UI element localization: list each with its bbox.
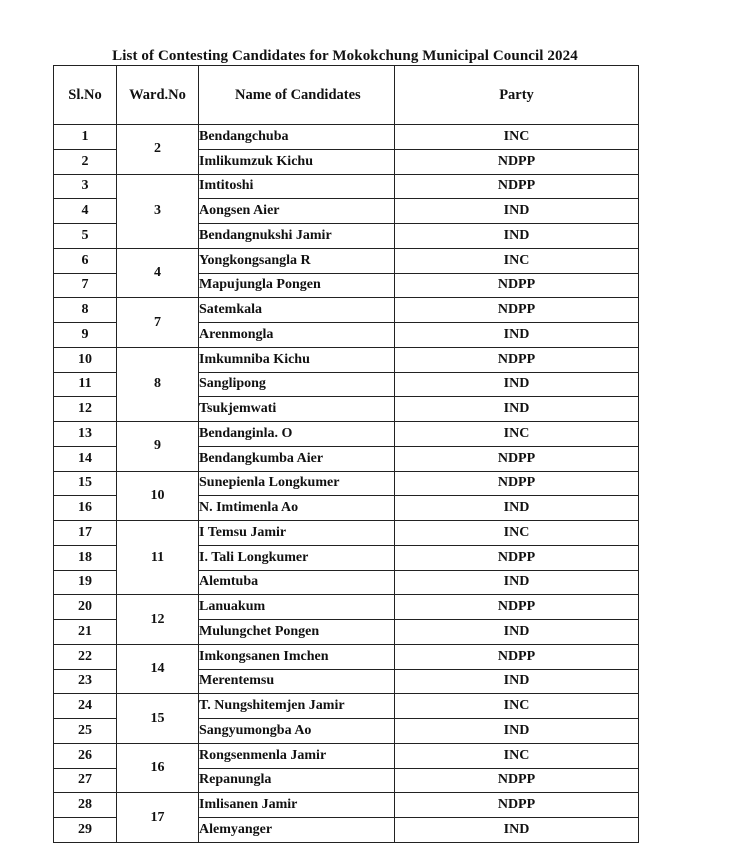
- table-body: [54, 125, 639, 843]
- party-cell: IND: [395, 397, 639, 422]
- serial-number-cell: 4: [54, 199, 117, 224]
- party-cell: IND: [395, 199, 639, 224]
- party-cell: NDPP: [395, 298, 639, 323]
- party-cell: INC: [395, 422, 639, 447]
- party-cell: IND: [395, 818, 639, 843]
- party-cell: IND: [395, 669, 639, 694]
- candidate-name-cell: Tsukjemwati: [199, 397, 395, 422]
- column-header-party: Party: [395, 66, 639, 125]
- table-row: [54, 471, 639, 496]
- table-row: [54, 347, 639, 372]
- party-cell: NDPP: [395, 768, 639, 793]
- party-cell: INC: [395, 743, 639, 768]
- candidate-name-cell: Imkongsanen Imchen: [199, 644, 395, 669]
- serial-number-cell: 3: [54, 174, 117, 199]
- serial-number-cell: 6: [54, 248, 117, 273]
- table-row: [54, 248, 639, 273]
- candidate-name-cell: Merentemsu: [199, 669, 395, 694]
- ward-number-cell: 16: [117, 743, 199, 793]
- table-row: [54, 644, 639, 669]
- party-cell: IND: [395, 570, 639, 595]
- ward-number-cell: 3: [117, 174, 199, 248]
- serial-number-cell: 13: [54, 422, 117, 447]
- ward-number-cell: 4: [117, 248, 199, 298]
- ward-number-cell: 10: [117, 471, 199, 521]
- candidate-name-cell: Alemtuba: [199, 570, 395, 595]
- candidate-name-cell: Arenmongla: [199, 323, 395, 348]
- party-cell: NDPP: [395, 545, 639, 570]
- candidate-name-cell: Imlisanen Jamir: [199, 793, 395, 818]
- candidate-name-cell: Sanglipong: [199, 372, 395, 397]
- party-cell: INC: [395, 521, 639, 546]
- serial-number-cell: 22: [54, 644, 117, 669]
- column-header-name: Name of Candidates: [199, 66, 395, 125]
- column-header-ward-no: Ward.No: [117, 66, 199, 125]
- serial-number-cell: 16: [54, 496, 117, 521]
- table-row: [54, 521, 639, 546]
- candidate-name-cell: T. Nungshitemjen Jamir: [199, 694, 395, 719]
- candidate-name-cell: Sunepienla Longkumer: [199, 471, 395, 496]
- table-header-row: [54, 66, 639, 125]
- table-row: [54, 743, 639, 768]
- serial-number-cell: 1: [54, 125, 117, 150]
- candidate-name-cell: Imkumniba Kichu: [199, 347, 395, 372]
- candidate-name-cell: Bendangchuba: [199, 125, 395, 150]
- table-row: [54, 422, 639, 447]
- serial-number-cell: 9: [54, 323, 117, 348]
- serial-number-cell: 28: [54, 793, 117, 818]
- serial-number-cell: 26: [54, 743, 117, 768]
- table-row: [54, 694, 639, 719]
- serial-number-cell: 27: [54, 768, 117, 793]
- candidate-name-cell: Mapujungla Pongen: [199, 273, 395, 298]
- candidates-table: [53, 65, 639, 843]
- candidate-name-cell: Bendangnukshi Jamir: [199, 224, 395, 249]
- candidate-name-cell: Repanungla: [199, 768, 395, 793]
- party-cell: IND: [395, 719, 639, 744]
- candidate-name-cell: Rongsenmenla Jamir: [199, 743, 395, 768]
- party-cell: NDPP: [395, 446, 639, 471]
- serial-number-cell: 15: [54, 471, 117, 496]
- serial-number-cell: 12: [54, 397, 117, 422]
- party-cell: IND: [395, 372, 639, 397]
- candidate-name-cell: Bendangkumba Aier: [199, 446, 395, 471]
- party-cell: INC: [395, 694, 639, 719]
- ward-number-cell: 15: [117, 694, 199, 744]
- column-header-sl-no: Sl.No: [54, 66, 117, 125]
- candidate-name-cell: Alemyanger: [199, 818, 395, 843]
- serial-number-cell: 7: [54, 273, 117, 298]
- ward-number-cell: 8: [117, 347, 199, 421]
- serial-number-cell: 29: [54, 818, 117, 843]
- party-cell: NDPP: [395, 174, 639, 199]
- serial-number-cell: 20: [54, 595, 117, 620]
- candidate-name-cell: N. Imtimenla Ao: [199, 496, 395, 521]
- candidate-name-cell: Mulungchet Pongen: [199, 620, 395, 645]
- table-row: [54, 174, 639, 199]
- table-row: [54, 595, 639, 620]
- ward-number-cell: 17: [117, 793, 199, 843]
- candidate-name-cell: Bendanginla. O: [199, 422, 395, 447]
- party-cell: NDPP: [395, 595, 639, 620]
- serial-number-cell: 24: [54, 694, 117, 719]
- serial-number-cell: 2: [54, 149, 117, 174]
- serial-number-cell: 14: [54, 446, 117, 471]
- serial-number-cell: 11: [54, 372, 117, 397]
- candidate-name-cell: Lanuakum: [199, 595, 395, 620]
- ward-number-cell: 14: [117, 644, 199, 694]
- ward-number-cell: 7: [117, 298, 199, 348]
- party-cell: IND: [395, 620, 639, 645]
- serial-number-cell: 25: [54, 719, 117, 744]
- party-cell: NDPP: [395, 644, 639, 669]
- table-row: [54, 125, 639, 150]
- serial-number-cell: 18: [54, 545, 117, 570]
- candidate-name-cell: Satemkala: [199, 298, 395, 323]
- party-cell: NDPP: [395, 347, 639, 372]
- serial-number-cell: 19: [54, 570, 117, 595]
- serial-number-cell: 17: [54, 521, 117, 546]
- ward-number-cell: 12: [117, 595, 199, 645]
- candidate-name-cell: I. Tali Longkumer: [199, 545, 395, 570]
- party-cell: IND: [395, 496, 639, 521]
- candidate-name-cell: Aongsen Aier: [199, 199, 395, 224]
- party-cell: IND: [395, 323, 639, 348]
- document-title: List of Contesting Candidates for Mokokchung Municipal Council 2024: [112, 48, 578, 64]
- candidate-name-cell: Imtitoshi: [199, 174, 395, 199]
- party-cell: INC: [395, 248, 639, 273]
- party-cell: NDPP: [395, 149, 639, 174]
- party-cell: NDPP: [395, 273, 639, 298]
- party-cell: INC: [395, 125, 639, 150]
- party-cell: IND: [395, 224, 639, 249]
- serial-number-cell: 21: [54, 620, 117, 645]
- serial-number-cell: 8: [54, 298, 117, 323]
- candidate-name-cell: I Temsu Jamir: [199, 521, 395, 546]
- table-row: [54, 298, 639, 323]
- table-row: [54, 793, 639, 818]
- candidate-name-cell: Yongkongsangla R: [199, 248, 395, 273]
- party-cell: NDPP: [395, 471, 639, 496]
- candidate-name-cell: Sangyumongba Ao: [199, 719, 395, 744]
- serial-number-cell: 5: [54, 224, 117, 249]
- candidate-name-cell: Imlikumzuk Kichu: [199, 149, 395, 174]
- serial-number-cell: 23: [54, 669, 117, 694]
- ward-number-cell: 11: [117, 521, 199, 595]
- ward-number-cell: 9: [117, 422, 199, 472]
- party-cell: NDPP: [395, 793, 639, 818]
- ward-number-cell: 2: [117, 125, 199, 175]
- serial-number-cell: 10: [54, 347, 117, 372]
